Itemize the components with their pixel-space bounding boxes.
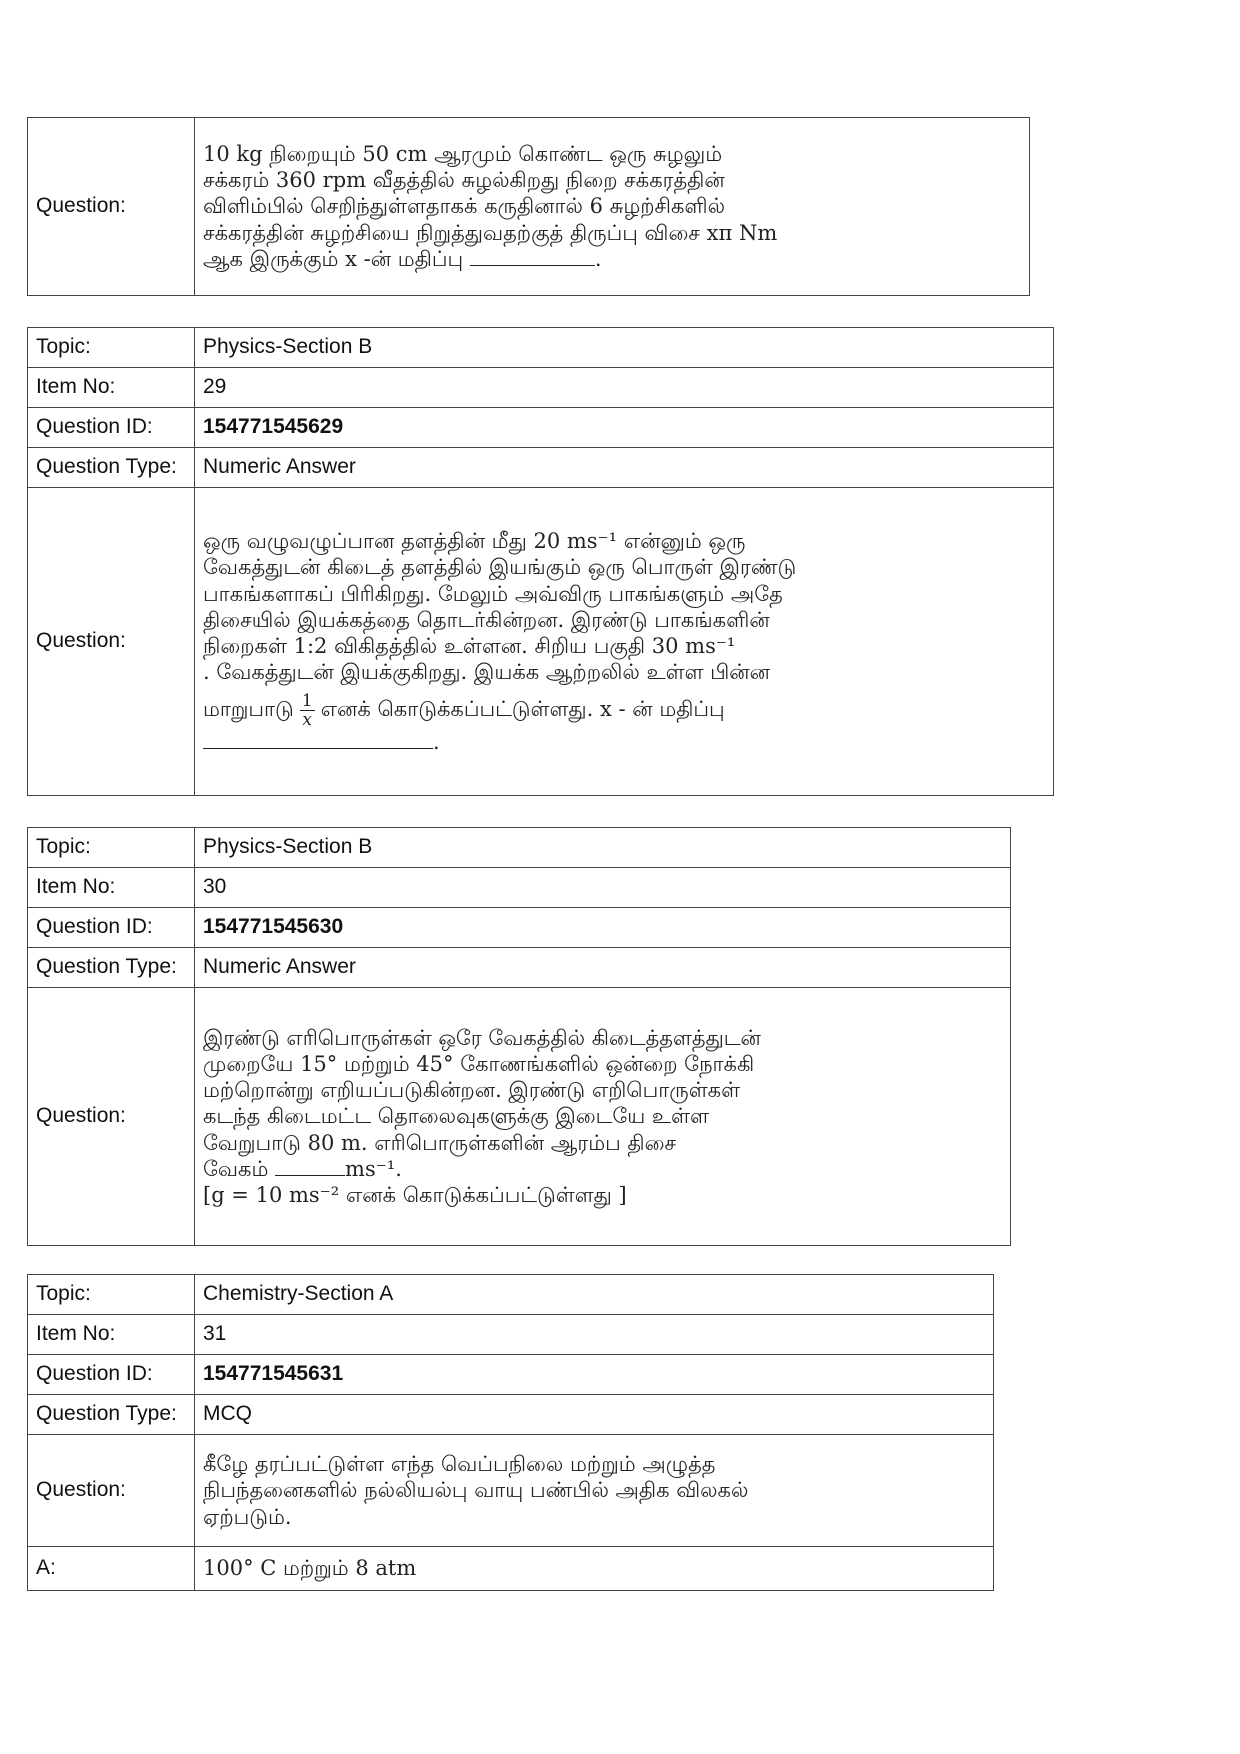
question-block-28 — [27, 117, 1030, 296]
question-block-30 — [27, 827, 1011, 1246]
question-type-value: Numeric Answer — [195, 448, 1054, 488]
topic-label: Topic: — [28, 1275, 195, 1315]
question-text: ஒரு வழுவழுப்பான தளத்தின் மீது 20 ms⁻¹ என்னும் ஒரு வேகத்துடன் கிடைத் தளத்தில் இயங்கும் ஒரு பொருள் இரண்டு பாகங்களாகப் பிரிகிறது. மேலும் அவ்விரு பாகங்களும் அதே திசையில் இயக்கத்தை தொடர்கின்றன. இரண்டு பாகங்களின் நிறைகள் 1:2 விகிதத்தில் உள்ளன. சிறிய பகுதி 30 ms⁻¹ . வேகத்துடன் இயக்குகிறது. இயக்க ஆற்றலில் உள்ள பின்ன மாறுபாடு $\frac{1}{x}$ எனக் கொடுக்கப்பட்டுள்ளது. x - ன் மதிப்பு . — [195, 488, 1054, 796]
item-no-value: 30 — [195, 868, 1011, 908]
item-no-value: 29 — [195, 368, 1054, 408]
question-id-value: 154771545631 — [195, 1355, 994, 1395]
question-type-label: Question Type: — [28, 1395, 195, 1435]
answer-blank — [275, 1175, 345, 1176]
question-label: Question: — [28, 988, 195, 1246]
topic-value: Physics-Section B — [195, 328, 1054, 368]
option-a-label: A: — [28, 1547, 195, 1591]
question-type-value: MCQ — [195, 1395, 994, 1435]
question-text: இரண்டு எரிபொருள்கள் ஒரே வேகத்தில் கிடைத்தளத்துடன் முறையே 15° மற்றும் 45° கோணங்களில் ஒன்றை நோக்கி மற்றொன்று எறியப்படுகின்றன. இரண்டு எறிபொருள்கள் கடந்த கிடைமட்ட தொலைவுகளுக்கு இடையே உள்ள வேறுபாடு 80 m. எரிபொருள்களின் ஆரம்ப திசை வேகம் ms⁻¹. [g = 10 ms⁻² எனக் கொடுக்கப்பட்டுள்ளது ] — [195, 988, 1011, 1246]
question-id-value: 154771545630 — [195, 908, 1011, 948]
question-block-29 — [27, 327, 1054, 796]
item-no-label: Item No: — [28, 1315, 195, 1355]
answer-blank — [470, 265, 595, 266]
question-id-label: Question ID: — [28, 908, 195, 948]
question-label: Question: — [28, 488, 195, 796]
fraction: $\frac{1}{x}$ — [301, 690, 313, 730]
question-block-31 — [27, 1274, 994, 1591]
option-a-text: 100° C மற்றும் 8 atm — [195, 1547, 994, 1591]
topic-label: Topic: — [28, 828, 195, 868]
question-text: 10 kg நிறையும் 50 cm ஆரமும் கொண்ட ஒரு சுழலும் சக்கரம் 360 rpm வீதத்தில் சுழல்கிறது நிறை சக்கரத்தின் விளிம்பில் செறிந்துள்ளதாகக் கருதினால் 6 சுழற்சிகளில் சக்கரத்தின் சுழற்சியை நிறுத்துவதற்குத் திருப்பு விசை xπ Nm ஆக இருக்கும் x -ன் மதிப்பு . — [195, 118, 1030, 296]
item-no-label: Item No: — [28, 868, 195, 908]
question-id-label: Question ID: — [28, 1355, 195, 1395]
question-text: கீழே தரப்பட்டுள்ள எந்த வெப்பநிலை மற்றும் அழுத்த நிபந்தனைகளில் நல்லியல்பு வாயு பண்பில் அதிக விலகல் ஏற்படும். — [195, 1435, 994, 1547]
answer-blank — [203, 748, 433, 749]
question-label: Question: — [28, 1435, 195, 1547]
topic-label: Topic: — [28, 328, 195, 368]
question-type-label: Question Type: — [28, 448, 195, 488]
question-id-value: 154771545629 — [195, 408, 1054, 448]
topic-value: Physics-Section B — [195, 828, 1011, 868]
item-no-value: 31 — [195, 1315, 994, 1355]
question-type-label: Question Type: — [28, 948, 195, 988]
topic-value: Chemistry-Section A — [195, 1275, 994, 1315]
question-id-label: Question ID: — [28, 408, 195, 448]
question-label: Question: — [28, 118, 195, 296]
question-type-value: Numeric Answer — [195, 948, 1011, 988]
item-no-label: Item No: — [28, 368, 195, 408]
